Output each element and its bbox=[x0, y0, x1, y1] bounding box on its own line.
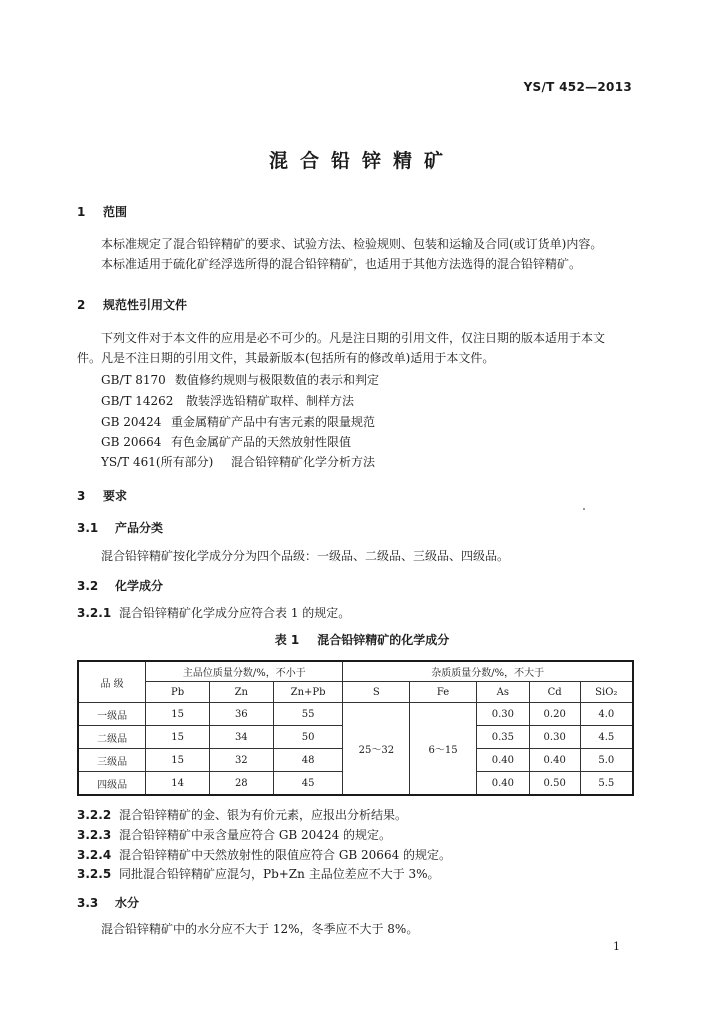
clause-number: 3.2.5 bbox=[77, 867, 112, 881]
clause-text: 混合铅锌精矿化学成分应符合表 1 的规定。 bbox=[119, 606, 351, 620]
znpb-cell: 48 bbox=[273, 749, 343, 772]
table-title: 混合铅锌精矿的化学成分 bbox=[317, 633, 450, 647]
reference-item bbox=[101, 392, 354, 409]
grade-cell: 四级品 bbox=[78, 772, 146, 796]
reference-code: GB/T 8170 bbox=[101, 373, 166, 387]
section-3-heading bbox=[77, 487, 127, 504]
grade-cell: 一级品 bbox=[78, 703, 146, 726]
subsection-3-1-heading bbox=[77, 519, 163, 536]
page-number: 1 bbox=[613, 940, 620, 953]
table-caption bbox=[0, 631, 724, 648]
as-cell: 0.40 bbox=[476, 772, 529, 796]
reference-item bbox=[101, 453, 375, 470]
zn-cell: 34 bbox=[209, 726, 273, 749]
cd-cell: 0.40 bbox=[529, 749, 580, 772]
clause-3-2-5 bbox=[77, 865, 440, 882]
standard-number: YS/T 452—2013 bbox=[523, 80, 632, 94]
section-2-heading bbox=[77, 296, 187, 313]
pb-cell: 14 bbox=[146, 772, 210, 796]
section-1-heading bbox=[77, 203, 127, 220]
column-header: SiO₂ bbox=[580, 682, 633, 703]
subsection-title: 化学成分 bbox=[115, 579, 164, 593]
section-1-paragraph-1: 本标准规定了混合铅锌精矿的要求、试验方法、检验规则、包装和运输及合同(或订货单)内容。 bbox=[101, 237, 603, 251]
grade-header: 品 级 bbox=[78, 661, 146, 703]
cd-cell: 0.20 bbox=[529, 703, 580, 726]
pb-cell: 15 bbox=[146, 749, 210, 772]
as-cell: 0.40 bbox=[476, 749, 529, 772]
column-header: As bbox=[476, 682, 529, 703]
section-1-paragraph-2: 本标准适用于硫化矿经浮选所得的混合铅锌精矿，也适用于其他方法选得的混合铅锌精矿。 bbox=[101, 257, 582, 271]
subsection-3-3-heading bbox=[77, 894, 139, 911]
clause-3-2-4 bbox=[77, 846, 451, 863]
column-header: Fe bbox=[410, 682, 477, 703]
clause-number: 3.2.2 bbox=[77, 808, 112, 822]
reference-code: YS/T 461(所有部分) bbox=[101, 455, 214, 469]
as-cell: 0.30 bbox=[476, 703, 529, 726]
subsection-title: 水分 bbox=[115, 896, 140, 910]
reference-code: GB 20664 bbox=[101, 435, 162, 449]
reference-item bbox=[101, 413, 375, 430]
reference-code: GB/T 14262 bbox=[101, 394, 174, 408]
table-row bbox=[78, 703, 633, 726]
reference-title: 数值修约规则与极限数值的表示和判定 bbox=[175, 373, 380, 387]
sio2-cell: 5.5 bbox=[580, 772, 633, 796]
clause-text: 混合铅锌精矿中天然放射性的限值应符合 GB 20664 的规定。 bbox=[119, 848, 452, 862]
znpb-cell: 50 bbox=[273, 726, 343, 749]
zn-cell: 32 bbox=[209, 749, 273, 772]
reference-item bbox=[101, 371, 379, 388]
reference-item bbox=[101, 433, 351, 450]
zn-cell: 28 bbox=[209, 772, 273, 796]
pb-cell: 15 bbox=[146, 726, 210, 749]
clause-3-2-1 bbox=[77, 604, 350, 621]
subsection-number: 3.1 bbox=[77, 521, 99, 535]
section-title: 要求 bbox=[103, 489, 128, 503]
section-number: 2 bbox=[77, 298, 86, 312]
as-cell: 0.35 bbox=[476, 726, 529, 749]
reference-title: 散装浮选铅精矿取样、制样方法 bbox=[186, 394, 355, 408]
pb-cell: 15 bbox=[146, 703, 210, 726]
section-2-paragraph-line-1: 下列文件对于本文件的应用是必不可少的。凡是注日期的引用文件，仅注日期的版本适用于本文 bbox=[101, 331, 606, 345]
section-title: 规范性引用文件 bbox=[103, 298, 188, 312]
document-title: 混合铅锌精矿 bbox=[268, 150, 455, 172]
grade-cell: 三级品 bbox=[78, 749, 146, 772]
clause-text: 混合铅锌精矿中汞含量应符合 GB 20424 的规定。 bbox=[119, 828, 392, 842]
subsection-number: 3.3 bbox=[77, 896, 99, 910]
reference-title: 混合铅锌精矿化学分析方法 bbox=[231, 455, 376, 469]
clause-text: 混合铅锌精矿的金、银为有价元素，应报出分析结果。 bbox=[119, 808, 408, 822]
impurity-header: 杂质质量分数/%，不大于 bbox=[343, 661, 633, 682]
scan-speck bbox=[583, 508, 585, 510]
grade-cell: 二级品 bbox=[78, 726, 146, 749]
table-column-row bbox=[78, 682, 633, 703]
main-grade-header: 主品位质量分数/%，不小于 bbox=[146, 661, 343, 682]
table-number: 表 1 bbox=[274, 633, 300, 647]
table-header-row bbox=[78, 661, 633, 682]
section-number: 1 bbox=[77, 205, 86, 219]
sio2-cell: 4.5 bbox=[580, 726, 633, 749]
clause-number: 3.2.3 bbox=[77, 828, 112, 842]
column-header: Zn+Pb bbox=[273, 682, 343, 703]
section-2-paragraph-line-2: 件。凡是不注日期的引用文件，其最新版本(包括所有的修改单)适用于本文件。 bbox=[77, 351, 495, 365]
clause-number: 3.2.1 bbox=[77, 606, 112, 620]
zn-cell: 36 bbox=[209, 703, 273, 726]
reference-title: 有色金属矿产品的天然放射性限值 bbox=[171, 435, 352, 449]
subsection-number: 3.2 bbox=[77, 579, 99, 593]
clause-text: 同批混合铅锌精矿应混匀，Pb+Zn 主品位差应不大于 3%。 bbox=[119, 867, 440, 881]
clause-3-2-2 bbox=[77, 806, 407, 823]
clause-number: 3.2.4 bbox=[77, 848, 112, 862]
znpb-cell: 45 bbox=[273, 772, 343, 796]
section-title: 范围 bbox=[103, 205, 128, 219]
subsection-title: 产品分类 bbox=[115, 521, 164, 535]
column-header: Pb bbox=[146, 682, 210, 703]
clause-3-2-3 bbox=[77, 826, 391, 843]
znpb-cell: 55 bbox=[273, 703, 343, 726]
sio2-cell: 4.0 bbox=[580, 703, 633, 726]
reference-title: 重金属精矿产品中有害元素的限量规范 bbox=[171, 415, 376, 429]
s-range-cell: 25～32 bbox=[343, 703, 410, 796]
section-number: 3 bbox=[77, 489, 86, 503]
subsection-3-1-text: 混合铅锌精矿按化学成分分为四个品级：一级品、二级品、三级品、四级品。 bbox=[101, 549, 510, 563]
sio2-cell: 5.0 bbox=[580, 749, 633, 772]
cd-cell: 0.50 bbox=[529, 772, 580, 796]
subsection-3-2-heading bbox=[77, 577, 163, 594]
fe-range-cell: 6～15 bbox=[410, 703, 477, 796]
chemical-composition-table bbox=[77, 660, 634, 796]
column-header: Zn bbox=[209, 682, 273, 703]
reference-code: GB 20424 bbox=[101, 415, 162, 429]
cd-cell: 0.30 bbox=[529, 726, 580, 749]
column-header: Cd bbox=[529, 682, 580, 703]
column-header: S bbox=[343, 682, 410, 703]
subsection-3-3-text: 混合铅锌精矿中的水分应不大于 12%，冬季应不大于 8%。 bbox=[101, 922, 419, 936]
